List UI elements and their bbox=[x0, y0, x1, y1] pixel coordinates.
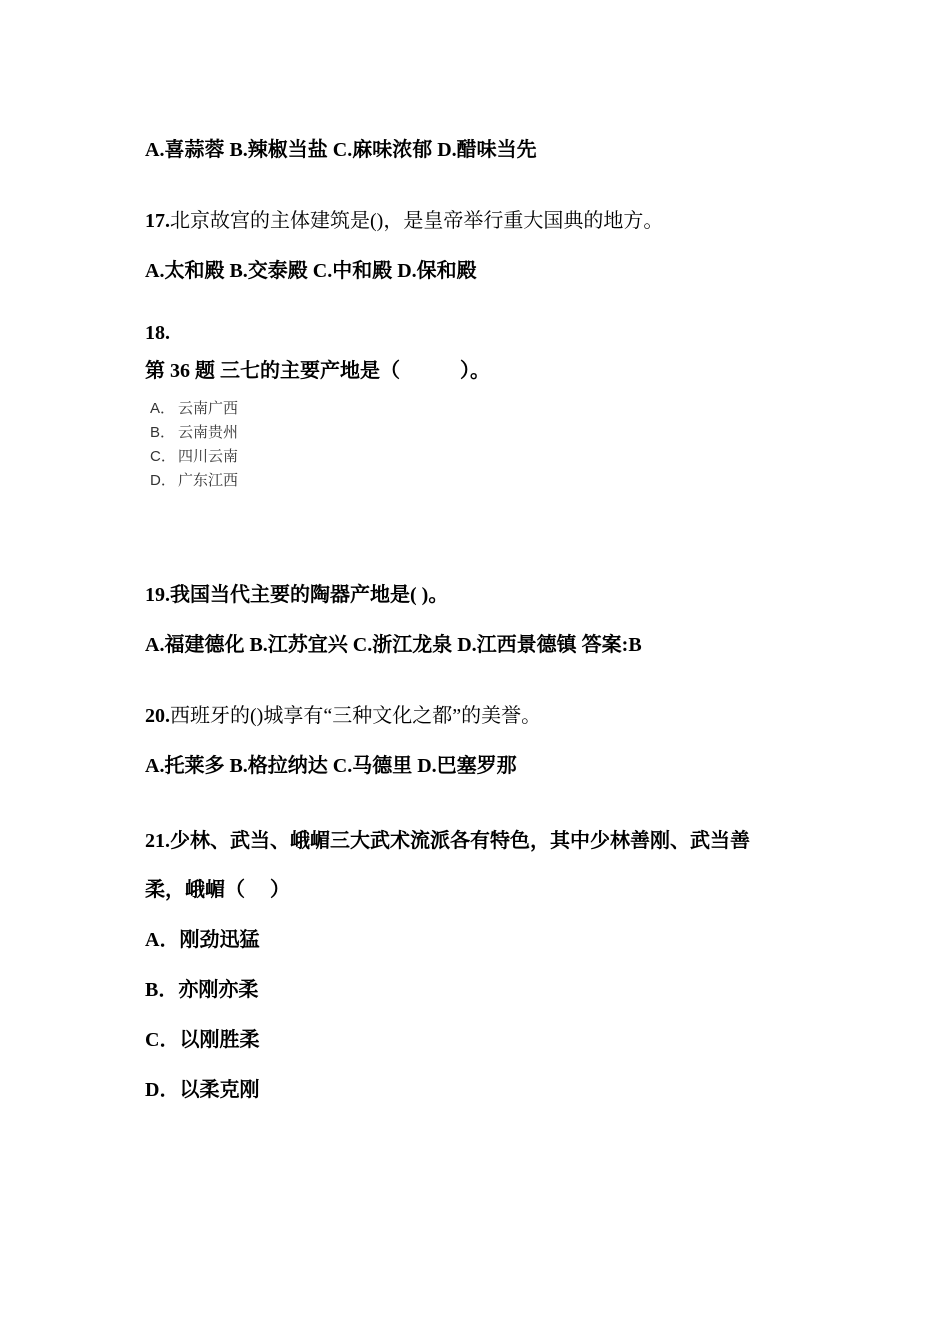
q19-options: A.福建德化 B.江苏宜兴 C.浙江龙泉 D.江西景德镇 答案:B bbox=[145, 634, 642, 656]
q18-option-text: 广东江西 bbox=[178, 471, 239, 489]
q17-stem-text: 北京故宫的主体建筑是()，是皇帝举行重大国典的地方。 bbox=[170, 210, 664, 232]
q21-option-c: C．以刚胜柔 bbox=[145, 1029, 260, 1051]
q18-number: 18. bbox=[145, 322, 170, 344]
q21-option-a: A．刚劲迅猛 bbox=[145, 929, 260, 951]
q21-stem-line2: 柔，峨嵋（ ） bbox=[145, 879, 290, 901]
q18-stem: 第 36 题 三七的主要产地是（ ）。 bbox=[145, 360, 490, 382]
q18-option-text: 四川云南 bbox=[178, 447, 239, 465]
q17-options: A.太和殿 B.交泰殿 C.中和殿 D.保和殿 bbox=[145, 260, 477, 282]
q18-option bbox=[150, 444, 238, 468]
q20-number: 20. bbox=[145, 705, 170, 727]
q18-option bbox=[150, 420, 238, 444]
q17-number: 17. bbox=[145, 210, 170, 232]
q18-option-letter: C． bbox=[150, 448, 176, 465]
q20-options: A.托莱多 B.格拉纳达 C.马德里 D.巴塞罗那 bbox=[145, 755, 517, 777]
q21-stem-line1: 21.少林、武当、峨嵋三大武术流派各有特色，其中少林善刚、武当善 bbox=[145, 830, 750, 852]
q18-option-letter: D． bbox=[150, 472, 176, 489]
q18-option-letter: A． bbox=[150, 400, 176, 417]
q17-stem bbox=[145, 209, 663, 233]
q19-stem: 19.我国当代主要的陶器产地是( )。 bbox=[145, 584, 449, 606]
q16-options: A.喜蒜蓉 B.辣椒当盐 C.麻味浓郁 D.醋味当先 bbox=[145, 139, 537, 161]
q18-options bbox=[150, 396, 238, 492]
q20-stem-text: 西班牙的()城享有“三种文化之都”的美誉。 bbox=[170, 705, 542, 727]
q18-option-text: 云南广西 bbox=[178, 399, 239, 417]
q21-option-d: D．以柔克刚 bbox=[145, 1079, 260, 1101]
q18-option bbox=[150, 468, 238, 492]
q18-option bbox=[150, 396, 238, 420]
q18-option-text: 云南贵州 bbox=[178, 423, 239, 441]
q18-option-letter: B． bbox=[150, 424, 176, 441]
q21-option-b: B．亦刚亦柔 bbox=[145, 979, 259, 1001]
q20-stem bbox=[145, 704, 541, 728]
